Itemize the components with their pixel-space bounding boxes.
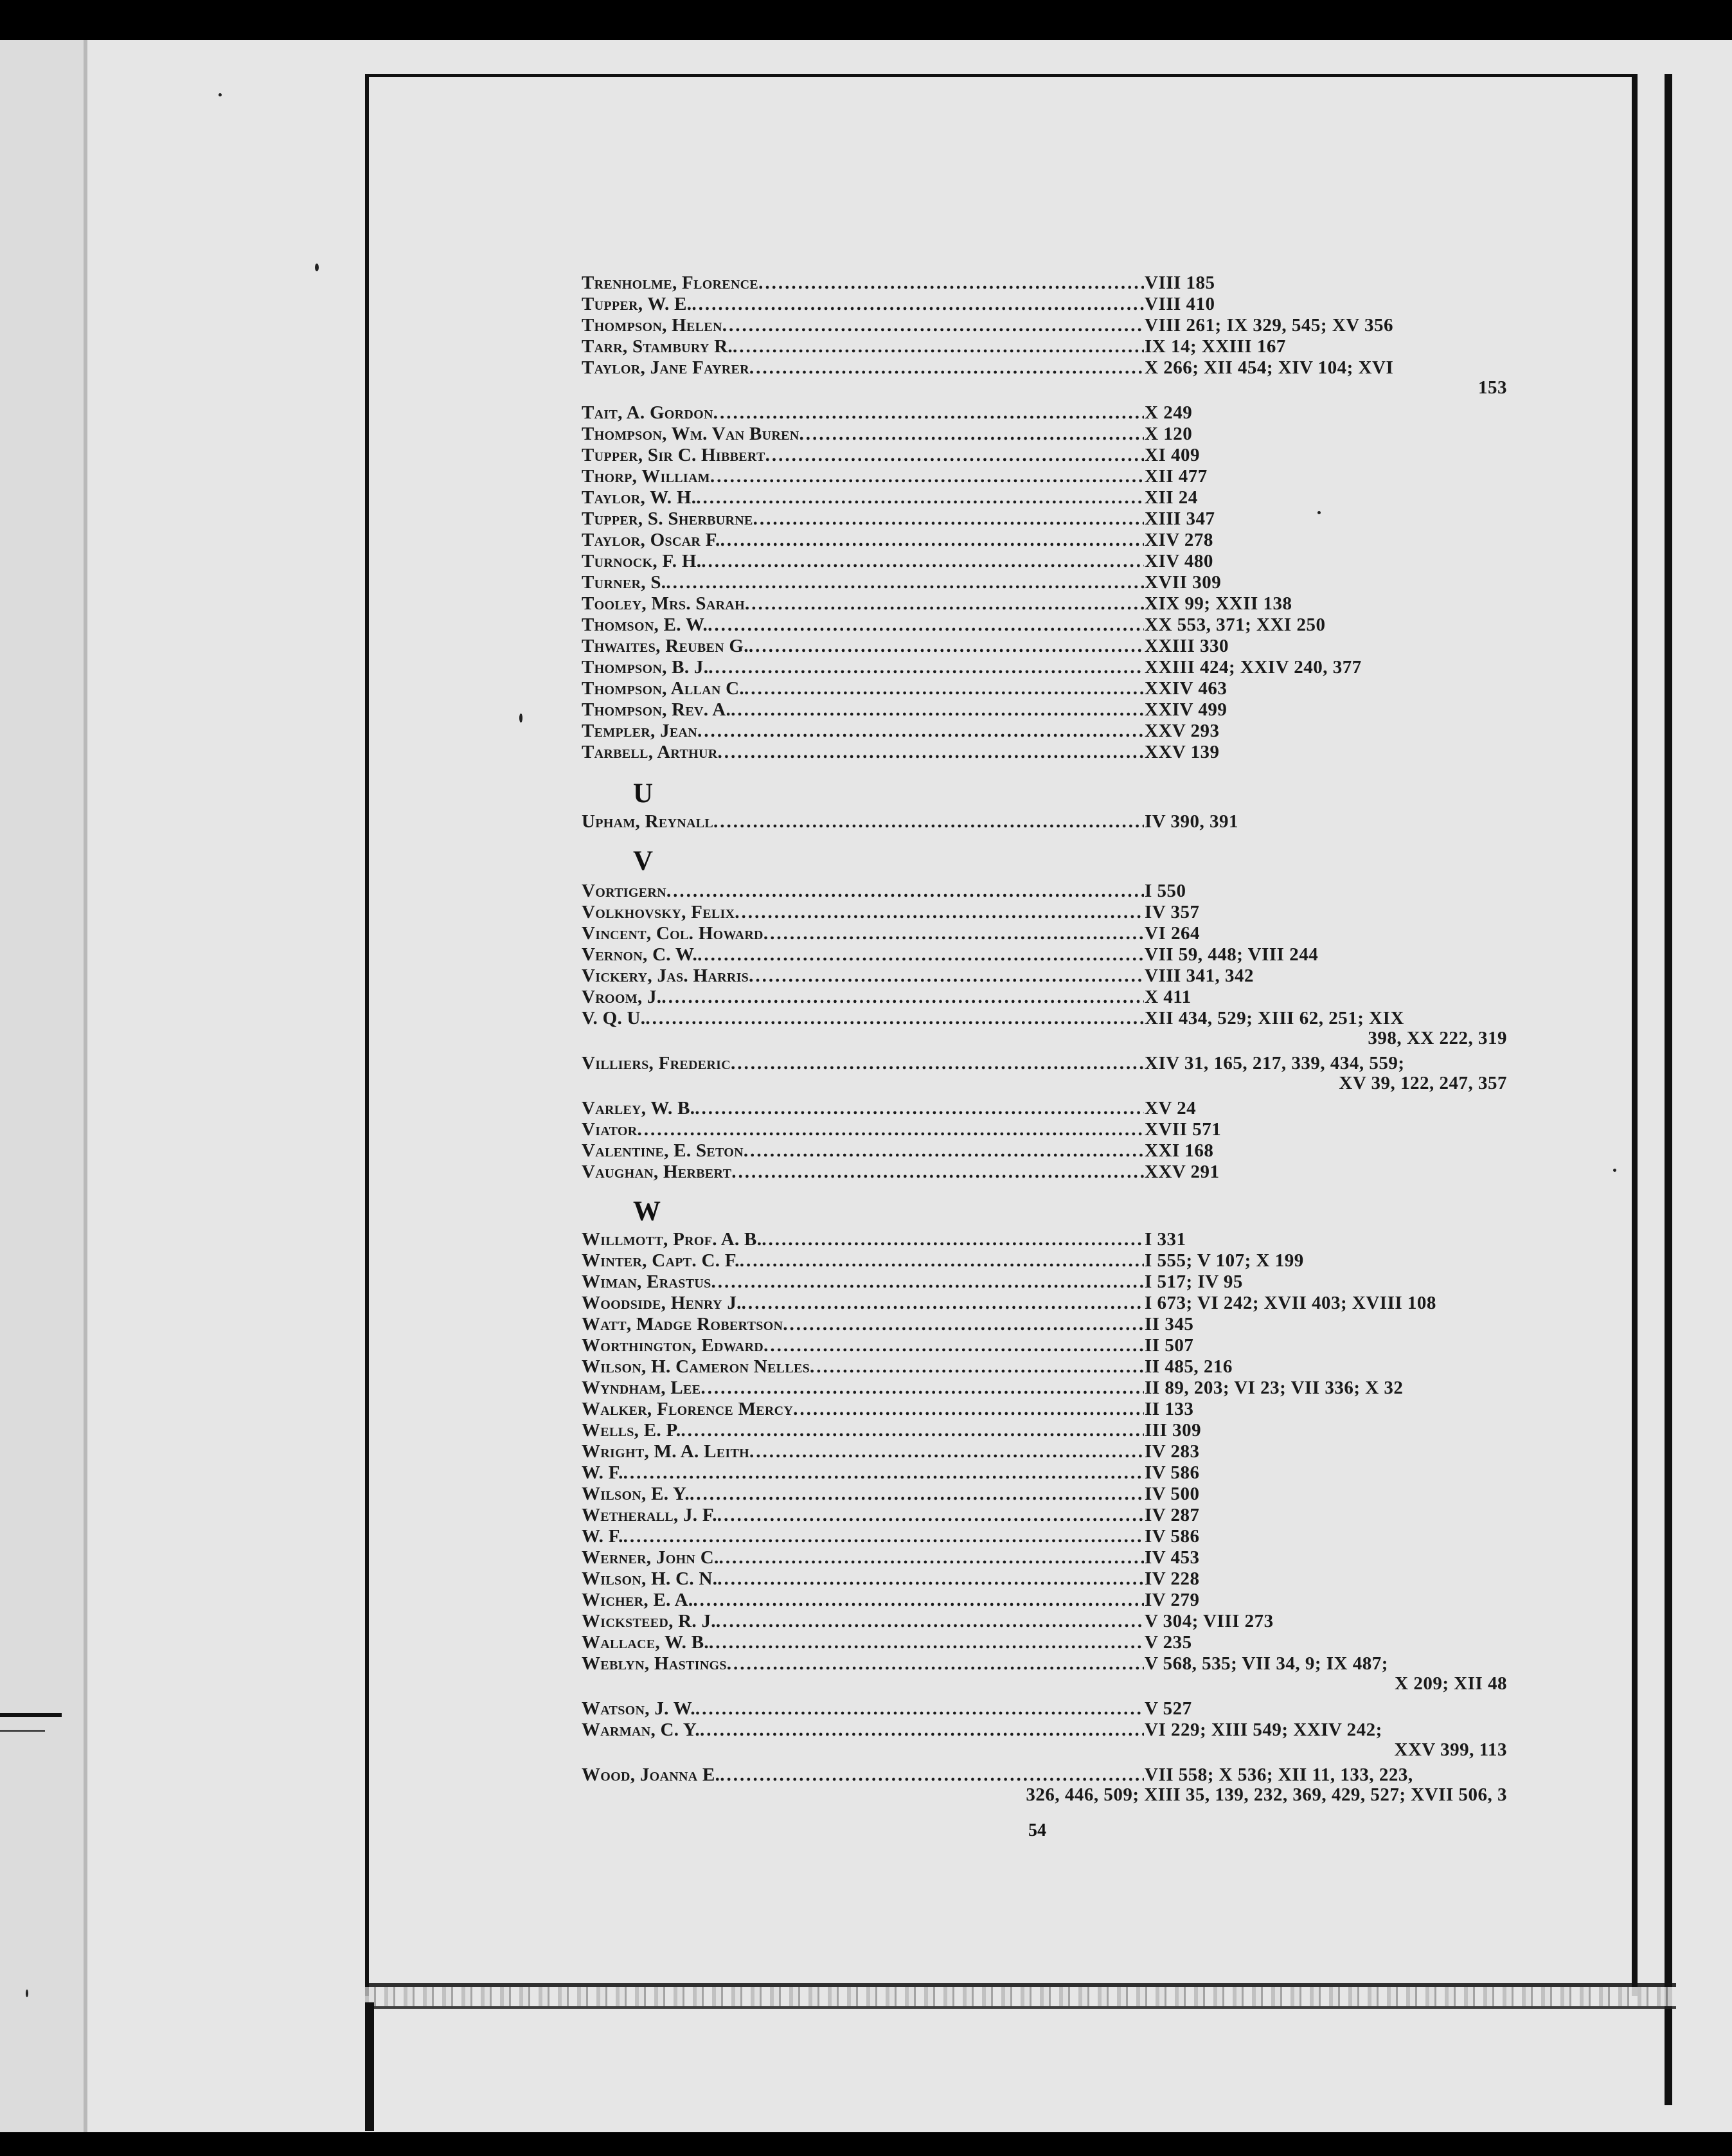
entry-reference: XXIII 424; XXIV 240, 377	[1145, 657, 1362, 678]
entry-reference: IV 453	[1145, 1547, 1200, 1568]
entry-reference: XIV 480	[1145, 551, 1213, 571]
entry-reference: XXI 168	[1145, 1140, 1214, 1161]
right-page-edge	[1665, 74, 1672, 2105]
entry-reference: XIX 99; XXII 138	[1145, 593, 1292, 614]
adjacent-page-strip	[0, 40, 87, 2132]
entry-author: Taylor, Oscar F. .....	[582, 530, 1144, 551]
entry-reference: XXIII 330	[1145, 636, 1229, 656]
entry-reference: VI 229; XIII 549; XXIV 242;	[1145, 1720, 1382, 1740]
entry-author: Wells, E. P. .....	[582, 1420, 1144, 1441]
margin-rule	[0, 1730, 45, 1732]
entry-author: Tarr, Stambury R. .....	[582, 336, 1144, 357]
entry-reference: X 266; XII 454; XIV 104; XVI	[1145, 357, 1394, 378]
entry-author: Watt, Madge Robertson .....	[582, 1314, 1144, 1335]
entry-author: Thompson, Rev. A. .....	[582, 699, 1144, 721]
bottom-binding-band	[365, 1983, 1676, 2009]
entry-author: Vincent, Col. Howard .....	[582, 923, 1144, 944]
entry-author: V. Q. U. .....	[582, 1008, 1144, 1029]
left-margin-marks	[0, 1707, 64, 1739]
entry-author: Watson, J. W. .....	[582, 1698, 1144, 1720]
scan-speck	[26, 1990, 28, 1997]
entry-reference: VIII 410	[1145, 294, 1215, 314]
entry-reference: XXV 291	[1145, 1162, 1220, 1182]
entry-author: Thompson, Allan C. .....	[582, 678, 1144, 699]
entry-author: Warman, C. Y. .....	[582, 1720, 1144, 1741]
section-letter: W	[633, 1196, 661, 1226]
entry-reference: II 345	[1145, 1314, 1194, 1334]
entry-reference: IV 357	[1145, 902, 1200, 922]
section-letter: V	[633, 846, 654, 876]
entry-author: Thwaites, Reuben G. .....	[582, 636, 1144, 657]
entry-reference: I 673; VI 242; XVII 403; XVIII 108	[1145, 1293, 1436, 1313]
entry-reference: IV 279	[1145, 1590, 1200, 1610]
entry-reference: XXV 139	[1145, 742, 1220, 762]
entry-reference: V 304; VIII 273	[1145, 1611, 1274, 1631]
entry-reference: XII 434, 529; XIII 62, 251; XIX	[1145, 1008, 1404, 1029]
entry-reference: IV 287	[1145, 1505, 1200, 1525]
entry-author: Tupper, Sir C. Hibbert .....	[582, 445, 1144, 466]
entry-author: Wilson, H. C. N. .....	[582, 1568, 1144, 1590]
entry-author: Vickery, Jas. Harris .....	[582, 966, 1144, 987]
entry-reference: III 309	[1145, 1420, 1202, 1441]
entry-reference: II 89, 203; VI 23; VII 336; X 32	[1145, 1378, 1404, 1398]
entry-author: Willmott, Prof. A. B. .....	[582, 1229, 1144, 1250]
entry-author: Tooley, Mrs. Sarah .....	[582, 593, 1144, 615]
entry-reference: IV 390, 391	[1145, 811, 1238, 832]
entry-reference: II 507	[1145, 1335, 1194, 1356]
page-number: 54	[1028, 1820, 1046, 1840]
entry-reference: V 235	[1145, 1632, 1192, 1653]
entry-reference: V 568, 535; VII 34, 9; IX 487;	[1145, 1653, 1388, 1674]
entry-reference: VIII 185	[1145, 273, 1215, 293]
entry-reference: I 555; V 107; X 199	[1145, 1250, 1304, 1271]
entry-reference: XXIV 463	[1145, 678, 1228, 699]
entry-reference: XVII 309	[1145, 572, 1222, 593]
entry-reference: I 550	[1145, 881, 1186, 901]
entry-reference: XVII 571	[1145, 1119, 1222, 1140]
entry-reference: XII 477	[1145, 466, 1208, 487]
entry-reference: VIII 341, 342	[1145, 966, 1254, 986]
entry-author: Wilson, H. Cameron Nelles .....	[582, 1356, 1144, 1378]
entry-author: Thorp, William .....	[582, 466, 1144, 487]
entry-reference: XXIV 499	[1145, 699, 1228, 720]
entry-reference: IV 586	[1145, 1526, 1200, 1547]
scan-speck	[1317, 511, 1321, 514]
entry-reference-continued: 153	[1478, 377, 1507, 398]
entry-author: Turner, S. .....	[582, 572, 1144, 593]
entry-author: Weblyn, Hastings .....	[582, 1653, 1144, 1675]
section-letter: U	[633, 778, 654, 809]
entry-author: Tupper, W. E. .....	[582, 294, 1144, 315]
entry-author: Wetherall, J. F. .....	[582, 1505, 1144, 1526]
entry-author: Woodside, Henry J. .....	[582, 1293, 1144, 1314]
entry-reference: XX 553, 371; XXI 250	[1145, 615, 1326, 635]
entry-author: Wyndham, Lee .....	[582, 1378, 1144, 1399]
entry-author: Wicher, E. A. .....	[582, 1590, 1144, 1611]
entry-author: Walker, Florence Mercy .....	[582, 1399, 1144, 1420]
entry-author: Taylor, Jane Fayrer .....	[582, 357, 1144, 379]
entry-author: Thompson, Helen .....	[582, 315, 1144, 336]
entry-reference-continued: 398, XX 222, 319	[1368, 1028, 1507, 1048]
entry-author: Valentine, E. Seton .....	[582, 1140, 1144, 1162]
entry-reference: IV 228	[1145, 1568, 1200, 1589]
entry-author: Villiers, Frederic .....	[582, 1053, 1144, 1074]
entry-reference: X 120	[1145, 424, 1193, 444]
entry-author: Wood, Joanna E. .....	[582, 1765, 1144, 1786]
entry-author: Taylor, W. H. .....	[582, 487, 1144, 508]
entry-author: Tarbell, Arthur .....	[582, 742, 1144, 763]
entry-author: Trenholme, Florence .....	[582, 273, 1144, 294]
scan-speck	[219, 93, 222, 96]
scan-speck	[315, 264, 319, 271]
entry-author: Winter, Capt. C. F. .....	[582, 1250, 1144, 1271]
entry-author: Vroom, J. .....	[582, 987, 1144, 1008]
lower-left-edge	[365, 2002, 374, 2131]
entry-author: Upham, Reynall .....	[582, 811, 1144, 832]
entry-author: Wicksteed, R. J. .....	[582, 1611, 1144, 1632]
entry-reference: IV 283	[1145, 1441, 1200, 1462]
entry-author: Vernon, C. W. .....	[582, 944, 1144, 966]
scan-speck	[519, 714, 522, 723]
entry-author: Wilson, E. Y. .....	[582, 1484, 1144, 1505]
entry-reference: XV 24	[1145, 1098, 1197, 1118]
entry-reference: VI 264	[1145, 923, 1200, 944]
entry-reference: V 527	[1145, 1698, 1192, 1719]
scan-speck	[1613, 1169, 1616, 1172]
entry-author: Templer, Jean .....	[582, 721, 1144, 742]
entry-author: Tait, A. Gordon .....	[582, 402, 1144, 424]
entry-reference: VIII 261; IX 329, 545; XV 356	[1145, 315, 1393, 336]
entry-reference-continued: XV 39, 122, 247, 357	[1339, 1073, 1507, 1093]
entry-author: Tupper, S. Sherburne .....	[582, 508, 1144, 530]
entry-reference: X 411	[1145, 987, 1192, 1007]
entry-author: Wallace, W. B. .....	[582, 1632, 1144, 1653]
entry-reference: IV 586	[1145, 1462, 1200, 1483]
entry-reference: XII 24	[1145, 487, 1198, 508]
entry-reference: X 249	[1145, 402, 1193, 423]
entry-author: W. F. .....	[582, 1526, 1144, 1547]
entry-reference: XIV 278	[1145, 530, 1213, 550]
entry-reference: VII 59, 448; VIII 244	[1145, 944, 1319, 965]
entry-reference-continued: X 209; XII 48	[1395, 1673, 1507, 1694]
entry-reference: II 485, 216	[1145, 1356, 1233, 1377]
entry-reference: I 331	[1145, 1229, 1186, 1250]
entry-reference: XIII 347	[1145, 508, 1215, 529]
entry-author: Worthington, Edward .....	[582, 1335, 1144, 1356]
entry-author: Vortigern .....	[582, 881, 1144, 902]
entry-author: Vaughan, Herbert .....	[582, 1162, 1144, 1183]
entry-author: Viator .....	[582, 1119, 1144, 1140]
entry-reference: XXV 293	[1145, 721, 1220, 741]
margin-rule	[0, 1713, 62, 1717]
entry-reference: VII 558; X 536; XII 11, 133, 223,	[1145, 1765, 1413, 1785]
entry-author: Wright, M. A. Leith .....	[582, 1441, 1144, 1462]
entry-author: Thompson, Wm. Van Buren .....	[582, 424, 1144, 445]
entry-reference: I 517; IV 95	[1145, 1271, 1243, 1292]
entry-author: Turnock, F. H. .....	[582, 551, 1144, 572]
entry-reference: IV 500	[1145, 1484, 1200, 1504]
entry-reference: XIV 31, 165, 217, 339, 434, 559;	[1145, 1053, 1405, 1074]
entry-author: Thomson, E. W. .....	[582, 615, 1144, 636]
entry-reference: II 133	[1145, 1399, 1194, 1419]
entry-author: Werner, John C. .....	[582, 1547, 1144, 1568]
entry-author: Volkhovsky, Felix .....	[582, 902, 1144, 923]
entry-author: Thompson, B. J. .....	[582, 657, 1144, 678]
entry-reference: IX 14; XXIII 167	[1145, 336, 1286, 357]
entry-reference-continued: XXV 399, 113	[1394, 1739, 1507, 1760]
entry-author: Varley, W. B. .....	[582, 1098, 1144, 1119]
entry-author: Wiman, Erastus .....	[582, 1271, 1144, 1293]
entry-reference-continued: 326, 446, 509; XIII 35, 139, 232, 369, 429, 527; XVII 506, 3	[1026, 1784, 1507, 1805]
entry-reference: XI 409	[1145, 445, 1200, 465]
entry-author: W. F. .....	[582, 1462, 1144, 1484]
